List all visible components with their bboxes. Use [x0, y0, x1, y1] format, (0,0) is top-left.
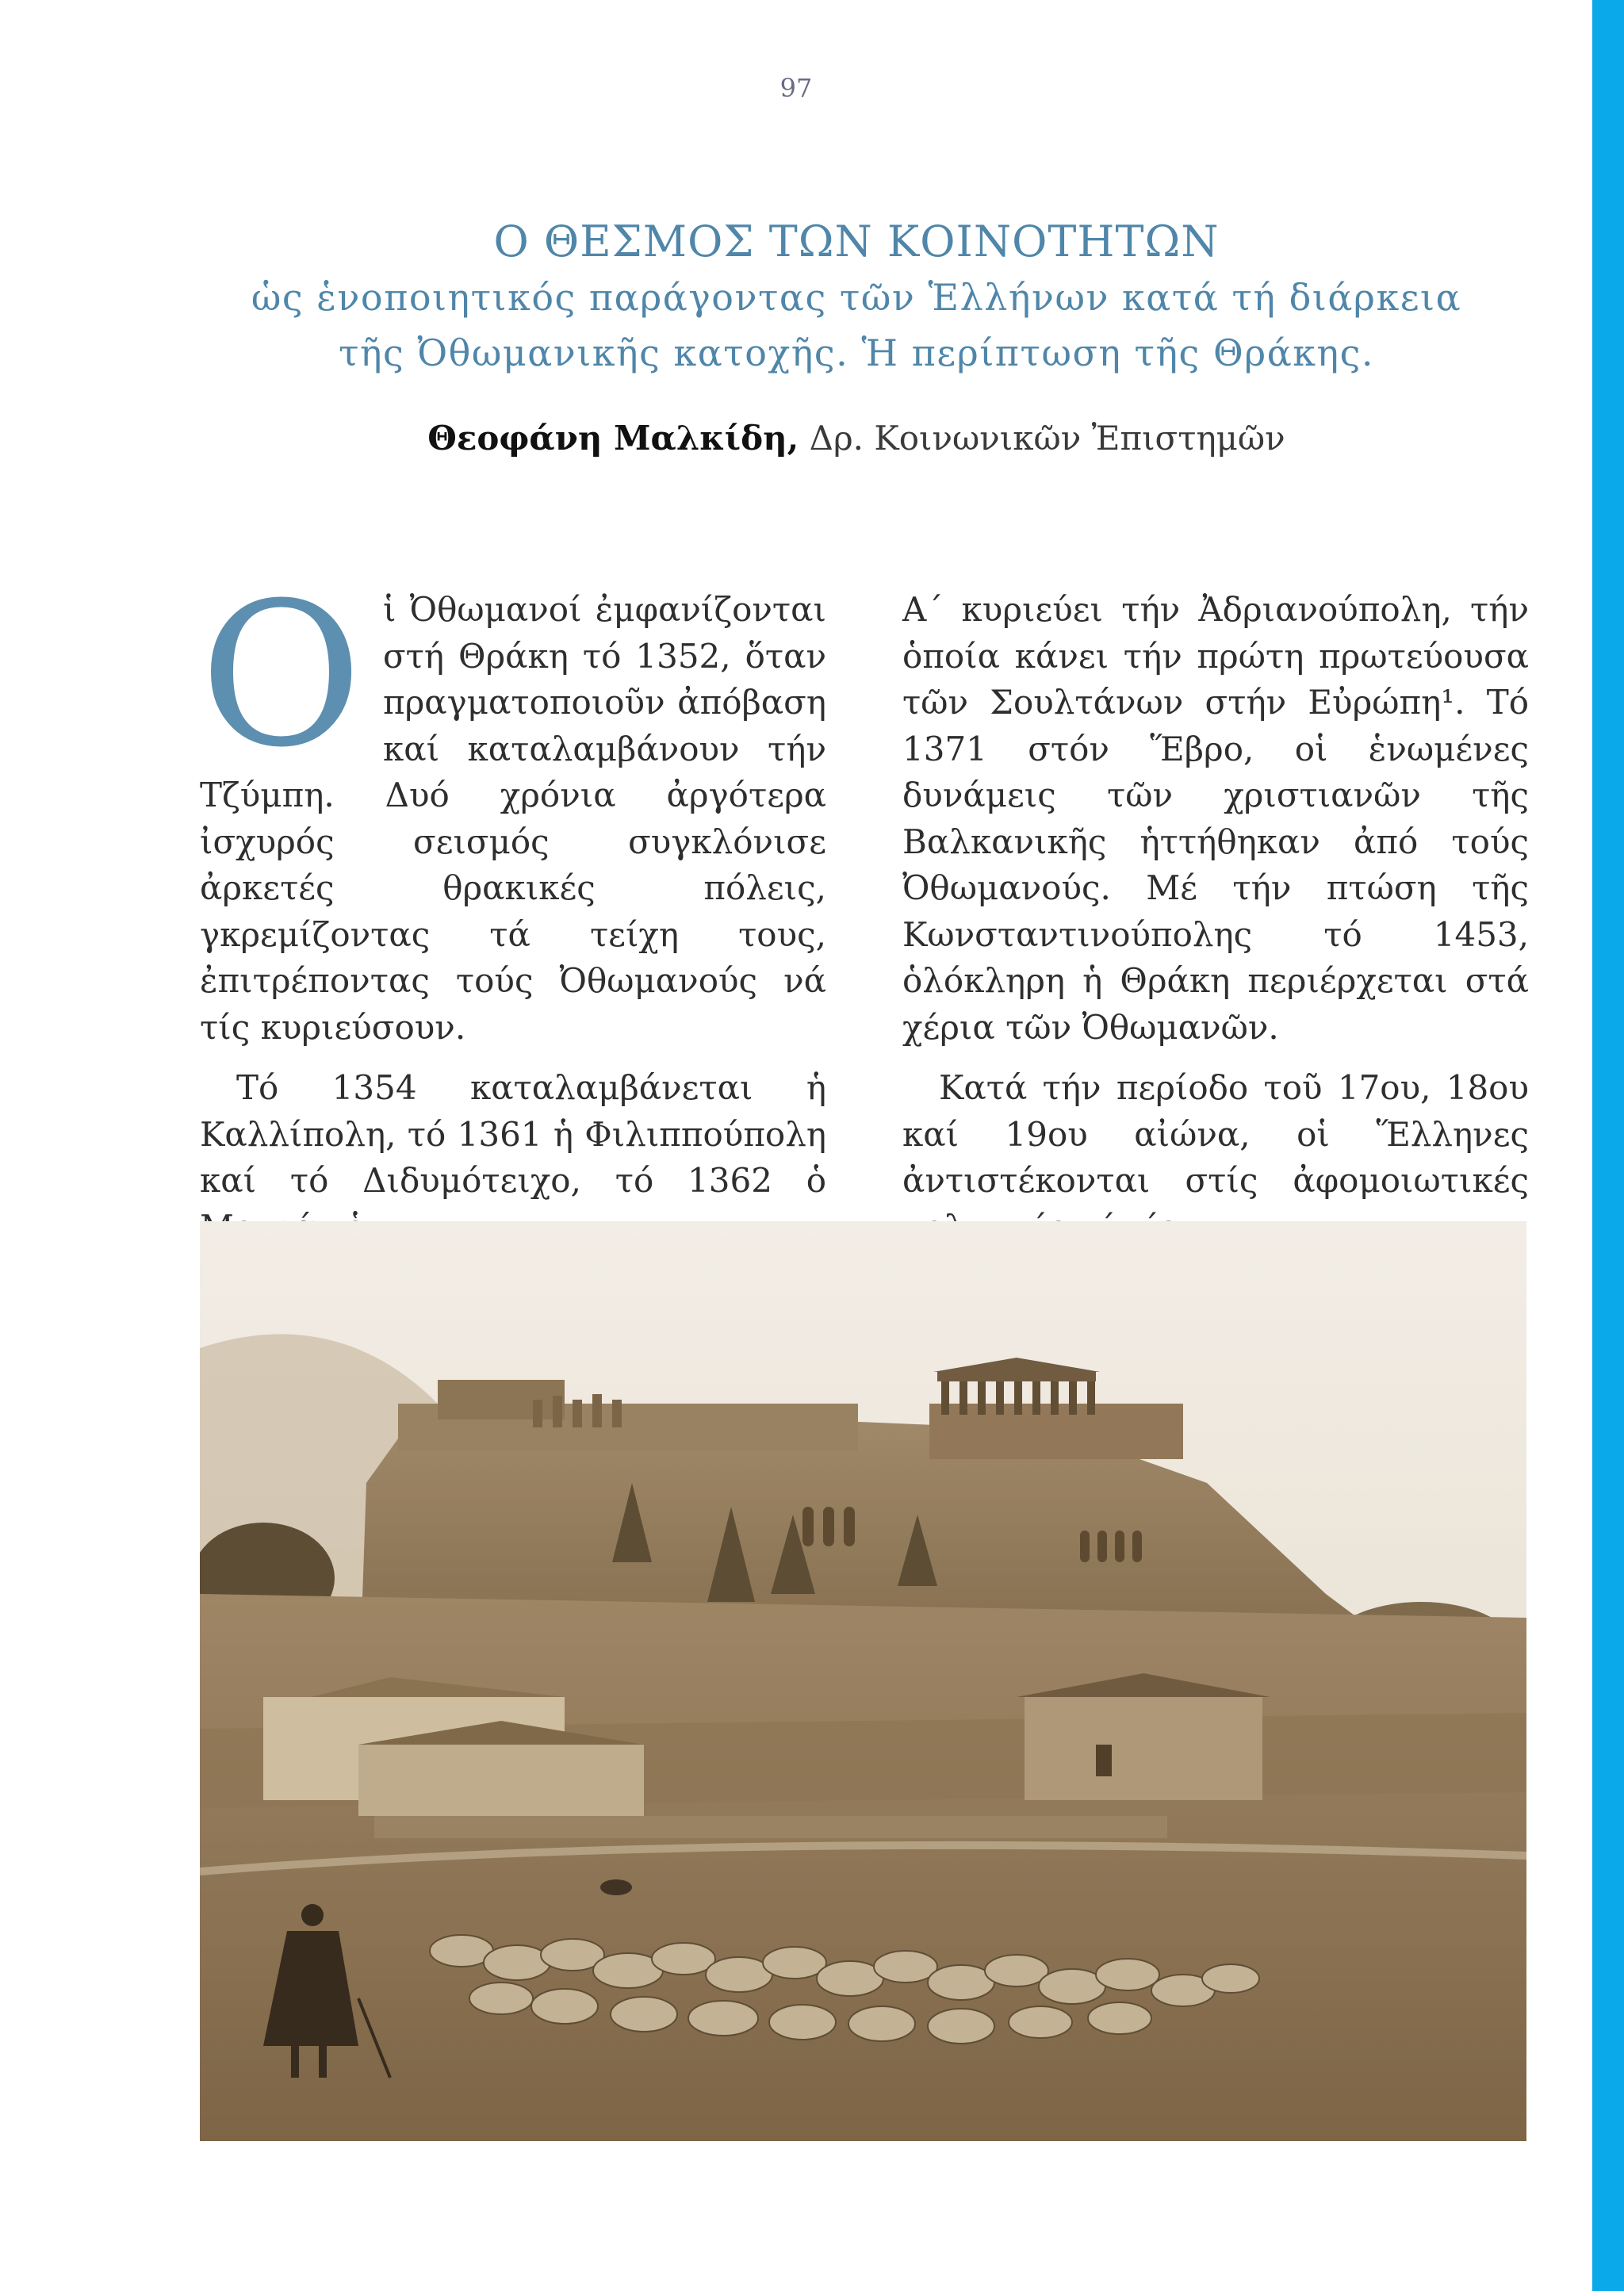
paragraph-2: Τό 1354 καταλαμβάνεται ἡ Καλλίπολη, τό 1361 ἡ Φιλιππούπολη καί τό Διδυμότειχο, τό 1362 ὁ	[200, 1068, 826, 1200]
title-subtitle-line-1: ὡς ἑνοποιητικός παράγοντας τῶν Ἑλλήνων κατά τή διάρκεια	[251, 276, 1462, 319]
article-title	[143, 214, 1570, 381]
title-subtitle-line-2: τῆς Ὀθωμανικῆς κατοχῆς. Ἡ περίπτωση τῆς Θράκης.	[339, 331, 1374, 374]
author-name: Θεοφάνη Μαλκίδη,	[427, 419, 799, 458]
byline	[143, 419, 1570, 458]
page-number: 97	[779, 73, 813, 103]
paragraph-1	[200, 560, 826, 1051]
paragraph-1-text: ἱ Ὀθωμανοί ἐμφανίζονται στή Θράκη τό 1352, ὅταν πραγματοποιοῦν ἀπόβαση καί καταλαμβάνουν τήν Τζύμπη. Δυό χρόνια ἀργότερα ἰσχυρός σεισμός συγκλόνισε ἀρκετές θρακικές πόλεις, γκρεμίζοντας τά τείχη τους, ἐπιτρέποντας τούς Ὀθωμανούς νά τίς κυριεύσουν.	[200, 590, 826, 1047]
title-main: Ο ΘΕΣΜΟΣ ΤΩΝ ΚΟΙΝΟΤΗΤΩΝ	[493, 216, 1220, 266]
text-column-right	[902, 587, 1529, 1265]
paragraph-3: Α΄ κυριεύει τήν Ἀδριανούπολη, τήν ὁποία κάνει τήν πρώτη πρωτεύουσα τῶν Σουλτάνων στήν Εὐρώπη¹. Τό 1371 στόν Ἕβρο, οἱ ἑνωμένες δυνάμεις τῶν χριστιανῶν τῆς Βαλκανικῆς ἡττήθηκαν ἀπό τούς Ὀθωμανούς. Μέ τήν πτώση τῆς Κωνσταντινούπολης τό 1453, ὁλόκληρη ἡ Θράκη περιέρχεται στά χέρια τῶν Ὀθωμανῶν.	[902, 590, 1529, 1047]
drop-cap: Ο	[200, 560, 362, 791]
acropolis-photo-illustration	[200, 1221, 1526, 2141]
author-credential: Δρ. Κοινωνικῶν Ἐπιστημῶν	[799, 419, 1285, 458]
text-column-left	[200, 560, 826, 1265]
page-edge-bar	[1592, 0, 1624, 2291]
historical-photo-acropolis	[200, 1221, 1526, 2141]
paragraph-4: Κατά τήν περίοδο τοῦ 17ου, 18ου καί 19ου αἰώνα, οἱ Ἕλληνες ἀντιστέκονται στίς ἀφομοιωτικές	[902, 1068, 1529, 1200]
